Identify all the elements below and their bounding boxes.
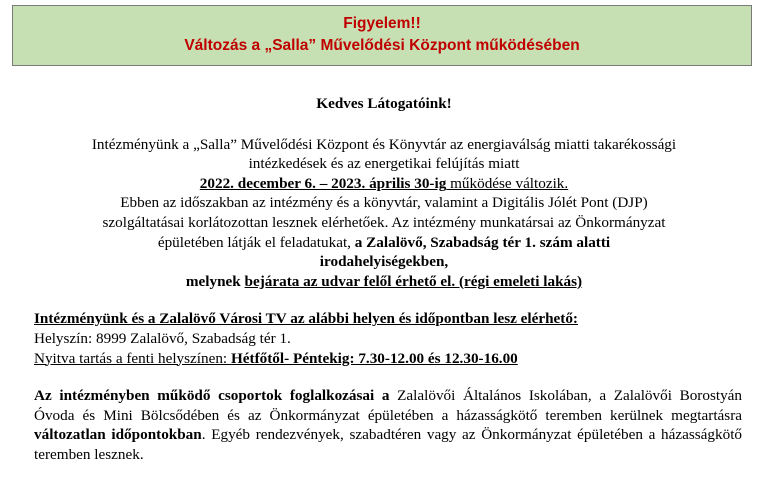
intro-line-6 (0, 233, 768, 253)
spacer (0, 368, 768, 386)
availability-heading: Intézményünk és a Zalalövő Városi TV az alábbi helyen és időpontban lesz elérhető: (34, 310, 578, 328)
groups-text-1: Zalalövői Általános Iskolában, a Zalalövői Borostyán Óvoda és Mini Bölcsődében és az Önkormányzat épületében a házasságkötő teremben kerülnek megtartásra (34, 387, 742, 424)
period-line (0, 174, 768, 194)
location-line: Helyszín: 8999 Zalalövő, Szabadság tér 1. (34, 329, 291, 347)
intro-line-6-text: épületében látják el feladatukat, (157, 233, 355, 251)
availability-section (0, 309, 768, 368)
entrance-line (0, 272, 768, 292)
notice-body (0, 94, 768, 465)
unchanged-times: változatlan időpontokban (34, 426, 202, 444)
intro-line-2: intézkedések és az energetikai felújítás miatt (248, 155, 520, 173)
groups-paragraph (0, 386, 768, 464)
banner-attention: Figyelem!! (343, 15, 421, 32)
intro-line-4: Ebben az időszakban az intézmény és a könyvtár, valamint a Digitális Jólét Pont (DJP) (120, 194, 648, 212)
period-tail: működése változik. (446, 174, 569, 192)
opening-hours-value: Hétfőtől- Péntekig: 7.30-12.00 és 12.30-16.00 (230, 349, 518, 367)
office-rooms: irodahelyiségekben, (319, 253, 449, 271)
greeting: Kedves Látogatóink! (316, 95, 452, 112)
spacer (0, 291, 768, 309)
banner-title: Változás a „Salla” Művelődési Központ működésében (184, 37, 580, 54)
groups-lead: Az intézményben működő csoportok foglalkozásai a (34, 387, 390, 405)
intro-paragraph (0, 135, 768, 292)
entrance-lead: melynek (185, 272, 245, 290)
notice-banner (12, 5, 752, 66)
groups-text-2: . Egyéb rendezvények, szabadtéren vagy az Önkormányzat épületében a házasságkötő teremben lesznek. (34, 426, 743, 463)
entrance-info: bejárata az udvar felől érhető el. (régi emeleti lakás) (244, 272, 583, 290)
intro-line-5: szolgáltatásai korlátozottan lesznek elérhetőek. Az intézmény munkatársai az Önkormányzat (102, 213, 666, 231)
office-address: a Zalalövő, Szabadság tér 1. szám alatti (354, 233, 611, 251)
intro-line-1: Intézményünk a „Salla” Művelődési Központ és Könyvtár az energiaválság miatti takarékossági (91, 135, 677, 153)
opening-hours-label: Nyitva tartás a fenti helyszínen: (34, 349, 231, 367)
closure-period: 2022. december 6. – 2023. április 30-ig (199, 174, 447, 192)
opening-hours (34, 349, 742, 369)
